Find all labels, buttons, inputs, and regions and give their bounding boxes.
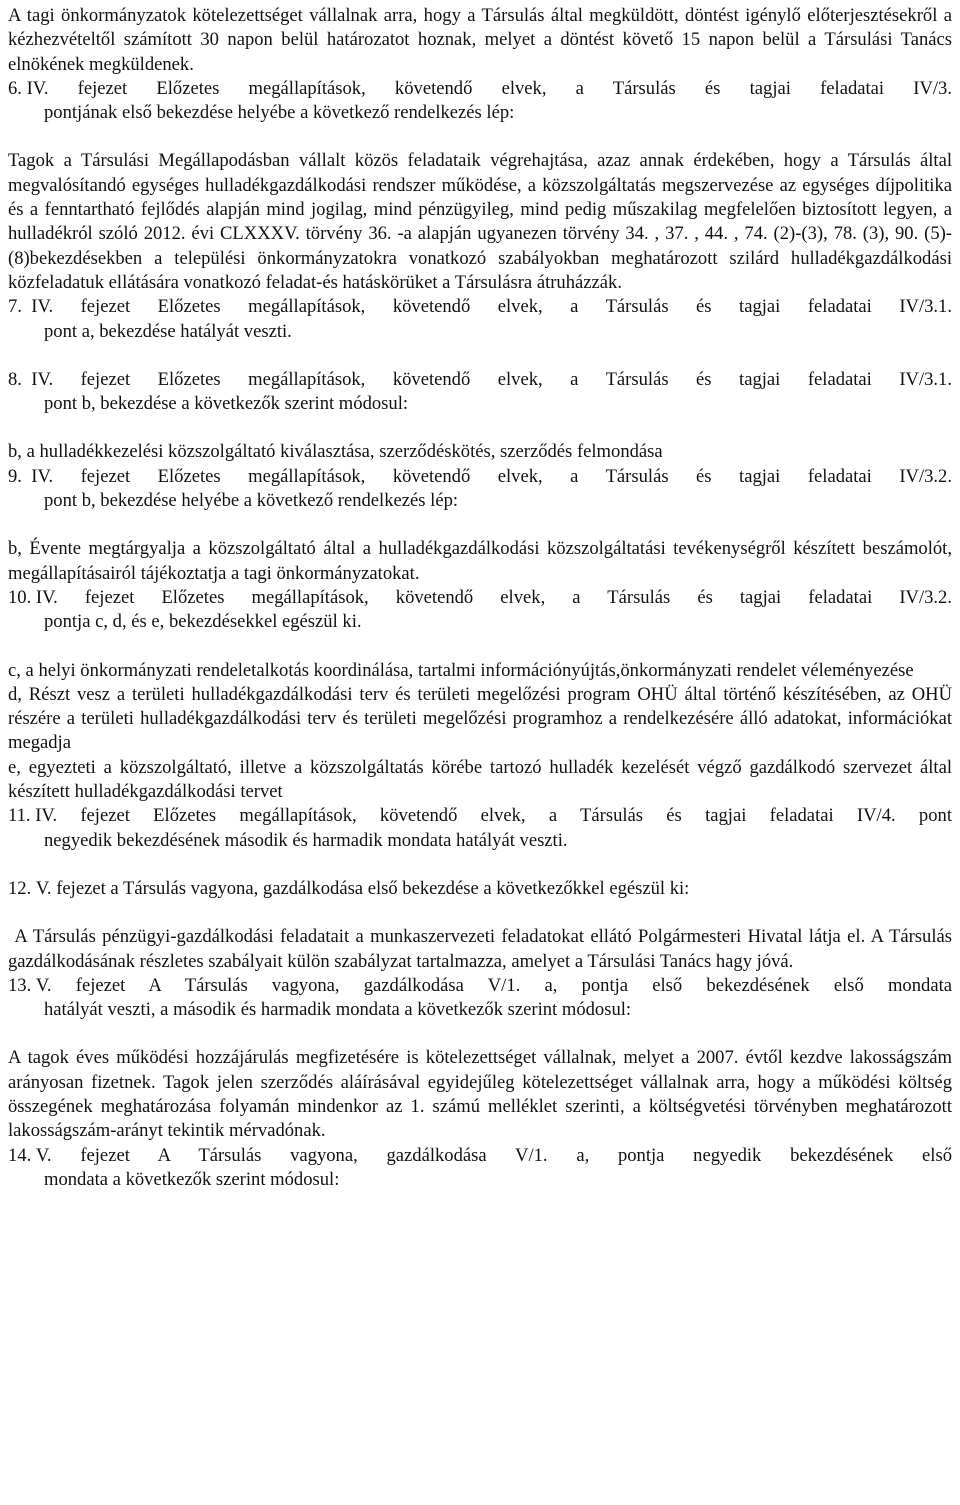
- section-item-11: [8, 804, 952, 828]
- section-heading: IV. fejezet Előzetes megállapítások, követendő elvek, a Társulás és tagjai feladatai IV/3.1.: [31, 368, 952, 390]
- section-number: 7.: [8, 296, 22, 318]
- section-heading: IV. fejezet Előzetes megállapítások, követendő elvek, a Társulás és tagjai feladatai IV/3.1.: [31, 296, 952, 318]
- section-number: 11.: [8, 805, 31, 827]
- section-heading: IV. fejezet Előzetes megállapítások, követendő elvek, a Társulás és tagjai feladatai IV/4. pont: [35, 805, 952, 827]
- section-number: 8.: [8, 368, 22, 390]
- section-heading: IV. fejezet Előzetes megállapítások, követendő elvek, a Társulás és tagjai feladatai IV/3.: [26, 77, 952, 99]
- section-heading: V. fejezet A Társulás vagyona, gazdálkodása V/1. a, pontja negyedik bekezdésének első: [35, 1144, 952, 1166]
- section-continuation: pont b, bekezdése helyébe a következő rendelkezés lép:: [44, 490, 459, 512]
- section-heading: IV. fejezet Előzetes megállapítások, követendő elvek, a Társulás és tagjai feladatai IV/3.2.: [31, 465, 952, 487]
- section-number: 10.: [8, 586, 32, 608]
- section-continuation: pontjának első bekezdése helyébe a következő rendelkezés lép:: [44, 102, 515, 124]
- section-heading: IV. fejezet Előzetes megállapítások, követendő elvek, a Társulás és tagjai feladatai IV/3.2.: [35, 586, 952, 608]
- section-continuation: negyedik bekezdésének második és harmadik mondata hatályát veszti.: [44, 829, 568, 851]
- section-continuation: mondata a következők szerint módosul:: [44, 1168, 340, 1190]
- section-item-14: [8, 1144, 952, 1168]
- section-continuation: hatályát veszti, a második és harmadik mondata a következők szerint módosul:: [44, 999, 632, 1021]
- section-continuation: pont b, bekezdése a következők szerint módosul:: [44, 393, 409, 415]
- section-item-7: [8, 295, 952, 319]
- penzugyi-paragraph: A Társulás pénzügyi-gazdálkodási feladatait a munkaszervezeti feladatokat ellátó Polgármesteri Hivatal látja el. A Társulás gazdálkodásának részletes szabályait külön szabályzat tartalmazza, amelyet a Társulási Tanács hagy jóvá.: [8, 926, 957, 972]
- section-number: 9.: [8, 465, 22, 487]
- tagok-eves-paragraph: A tagok éves működési hozzájárulás megfizetésére is kötelezettséget vállalnak, melyet a 2007. évtől kezdve lakosságszám arányosan fizetnek. Tagok jelen szerződés aláírásával egyidejűleg kötelezettséget vállalnak arra, hogy a működési költség összegének meghatározása folyamán mindenkor az 1. számú melléklet szerinti, a költségvetési törvényben meghatározott lakosságszám-arányt tekintik mérvadónak.: [8, 1047, 952, 1142]
- intro-paragraph: A tagi önkormányzatok kötelezettséget vállalnak arra, hogy a Társulás által megküldött, döntést igénylő előterjesztésekről a kézhezvételtől számított 30 napon belül határozatot hoznak, melyet a döntést követő 15 napon belül a Társulási Tanács elnökének megküldenek.: [8, 5, 952, 75]
- section-item-12: [8, 877, 952, 901]
- b2-paragraph: b, Évente megtárgyalja a közszolgáltató által a hulladékgazdálkodási közszolgáltatási tevékenységről készített beszámolót, megállapításairól tájékoztatja a tagi önkormányzatokat.: [8, 538, 952, 584]
- e-paragraph: e, egyezteti a közszolgáltató, illetve a közszolgáltatás körébe tartozó hulladék kezelését végző gazdálkodó szervezet által készített hulladékgazdálkodási tervet: [8, 756, 952, 803]
- section-number: 12.: [8, 877, 32, 899]
- c-paragraph: c, a helyi önkormányzati rendeletalkotás koordinálása, tartalmi információnyújtás,önkormányzati rendelet véleményezése: [8, 659, 914, 681]
- section-number: 13.: [8, 974, 32, 996]
- section-item-9: [8, 465, 952, 489]
- section-continuation: pontja c, d, és e, bekezdésekkel egészül ki.: [44, 611, 362, 633]
- section-number: 14.: [8, 1144, 32, 1166]
- section-item-6: [8, 77, 952, 101]
- section-continuation: pont a, bekezdése hatályát veszti.: [44, 320, 292, 342]
- tagok-paragraph: Tagok a Társulási Megállapodásban vállalt közös feladataik végrehajtása, azaz annak érdekében, hogy a Társulás által megvalósítandó egységes hulladékgazdálkodási rendszer működése, a közszolgáltatás megszervezése az egységes díjpolitika és a fenntartható fejlődés alapján mind jogilag, mind pénzügyileg, mind pedig műszakilag megfelelően biztosított legyen, a hulladékról szóló 2012. évi CLXXXV. törvény 36. -a alapján ugyanezen törvény 34. , 37. , 44. , 74. (2)-(3), 78. (3), 90. (5)-(8)bekezdésekben a települési önkormányzatokra vonatkozó szabályokban meghatározott szilárd hulladékgazdálkodási közfeladatuk ellátására vonatkozó feladat-és hatáskörüket a Társulásra átruházzák.: [8, 150, 952, 293]
- section-number: 6.: [8, 77, 22, 99]
- section-heading: V. fejezet A Társulás vagyona, gazdálkodása V/1. a, pontja első bekezdésének első mondata: [35, 974, 952, 996]
- b1-paragraph: b, a hulladékkezelési közszolgáltató kiválasztása, szerződéskötés, szerződés felmondása: [8, 441, 663, 463]
- section-item-8: [8, 368, 952, 392]
- d-paragraph: d, Részt vesz a területi hulladékgazdálkodási terv és területi megelőzési program OHÜ által történő készítésében, az OHÜ részére a területi hulladékgazdálkodási terv és területi megelőzési programhoz a rendelkezésére álló adatokat, információkat megadja: [8, 683, 952, 754]
- section-item-13: [8, 974, 952, 998]
- section-item-10: [8, 586, 952, 610]
- section-heading: V. fejezet a Társulás vagyona, gazdálkodása első bekezdése a következőkkel egészül ki:: [35, 877, 690, 899]
